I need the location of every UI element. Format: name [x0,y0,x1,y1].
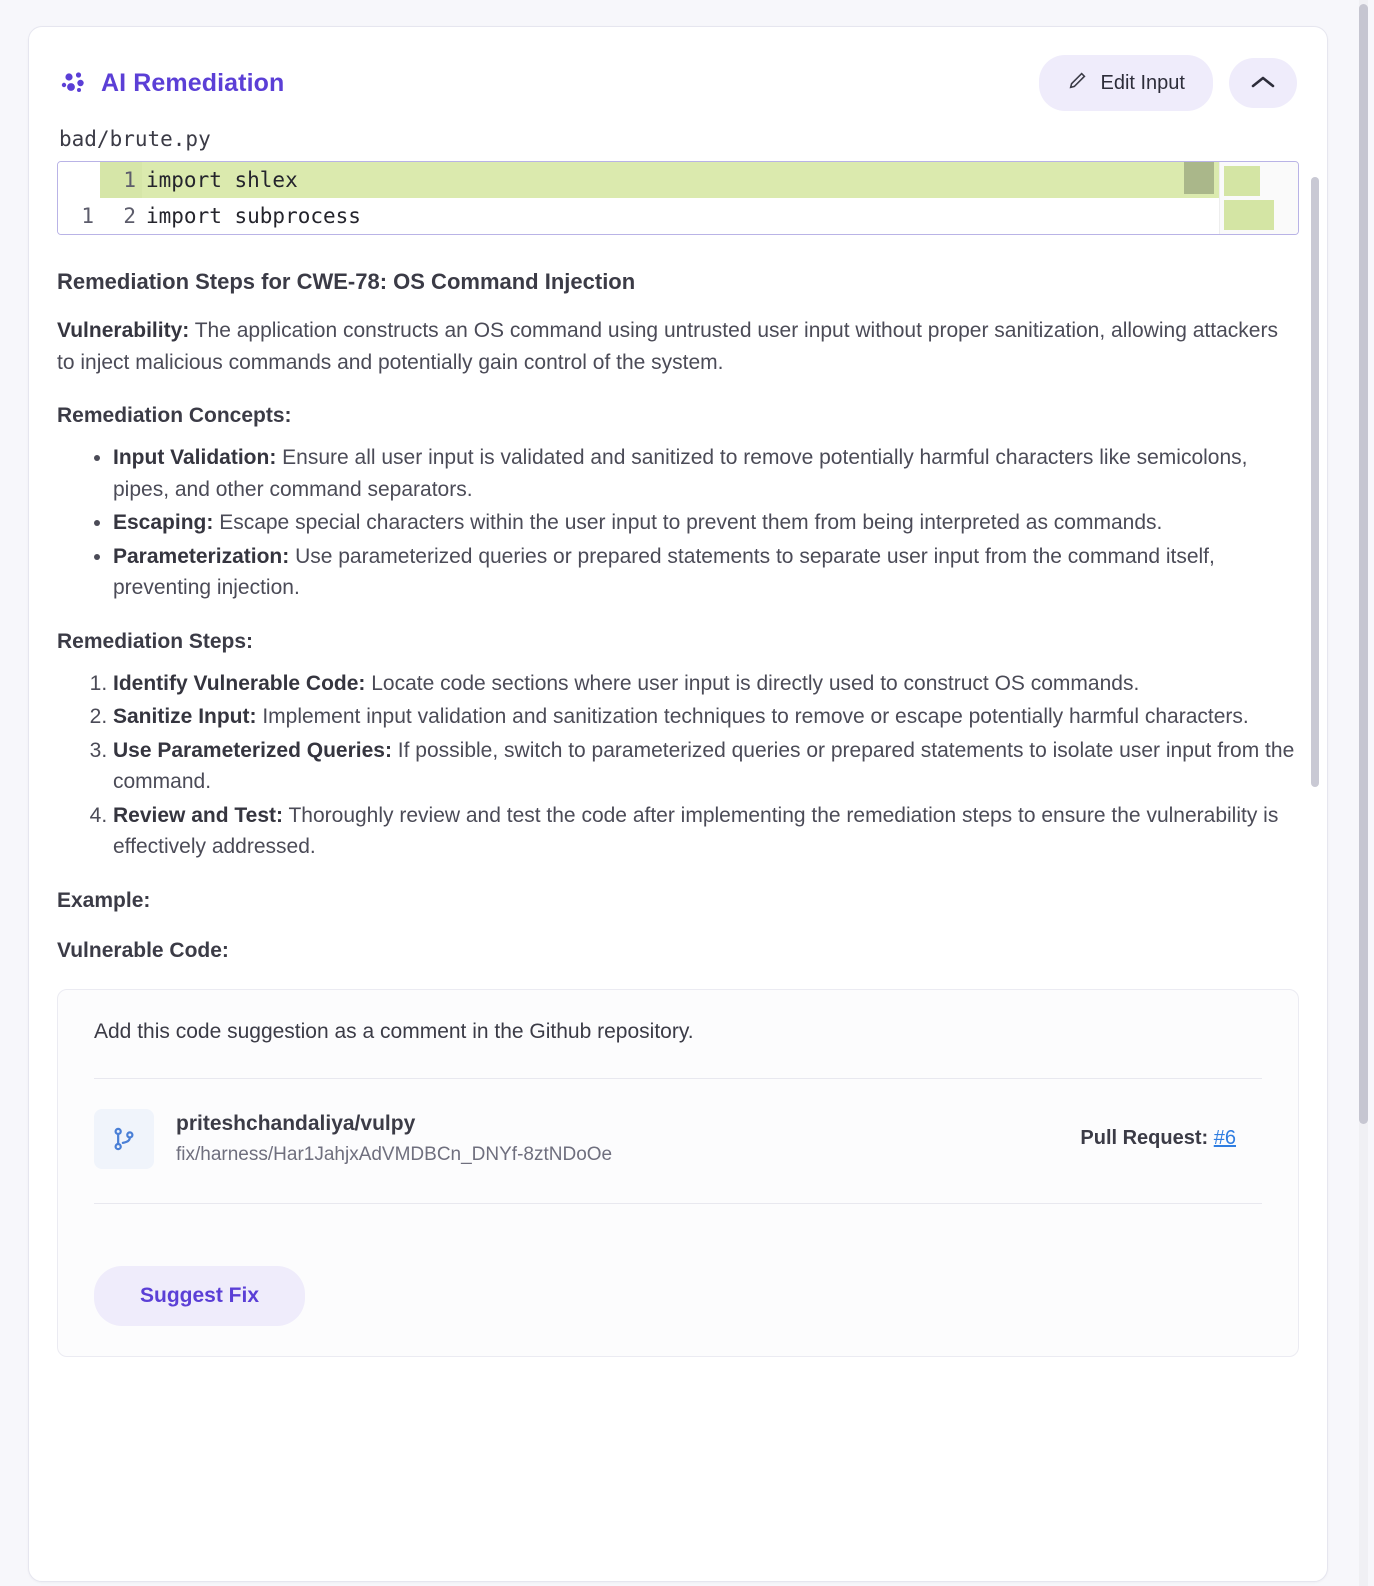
diff-new-line-number: 1 [100,162,142,198]
remediation-concepts-list [57,442,1299,604]
diff-file-name: bad/brute.py [59,127,211,151]
pull-request-link[interactable]: #6 [1213,1127,1236,1149]
diff-old-line-number [58,162,100,198]
list-item [113,541,1299,604]
concept-text: Use parameterized queries or prepared statements to separate user input from the command itself, preventing injection. [113,544,1215,599]
step-term: Use Parameterized Queries: [113,738,392,762]
vulnerability-label: Vulnerability: [57,319,190,342]
vulnerability-paragraph [57,315,1299,378]
step-term: Review and Test: [113,803,283,827]
example-heading: Example: [57,888,151,912]
page-scrollbar-thumb[interactable] [1359,4,1368,1124]
diff-row [58,198,1298,234]
minimap-line [1224,166,1260,196]
repository-meta [176,1112,1058,1166]
concept-text: Ensure all user input is validated and sanitized to remove potentially harmful characters like semicolons, pipes, and other command separators. [113,446,1248,501]
edit-input-label: Edit Input [1100,71,1185,94]
list-item [113,735,1299,798]
diff-new-line-number: 2 [100,198,142,234]
diff-minimap[interactable] [1219,162,1298,234]
pull-request-info [1080,1127,1262,1150]
vulnerable-code-heading: Vulnerable Code: [57,938,229,962]
step-text: Thoroughly review and test the code after implementing the remediation steps to ensure the vulnerability is effectively addressed. [113,803,1279,858]
diff-row [58,162,1298,198]
repository-row [94,1109,1262,1169]
repository-name: priteshchandaliya/vulpy [176,1111,416,1135]
edit-input-button[interactable] [1039,55,1213,111]
panel-scrollbar-thumb[interactable] [1311,177,1319,787]
remediation-heading: Remediation Steps for CWE-78: OS Command Injection [57,269,636,294]
step-term: Sanitize Input: [113,705,257,728]
pencil-icon [1067,69,1089,97]
panel-divider [94,1203,1262,1204]
header-actions [1039,55,1297,111]
card-header [29,27,1327,119]
suggest-fix-button[interactable]: Suggest Fix [94,1266,305,1326]
remediation-steps-list [57,668,1299,863]
page-title: AI Remediation [101,68,285,97]
git-branch-icon [94,1109,154,1169]
step-term: Identify Vulnerable Code: [113,671,366,695]
concept-term: Escaping: [113,511,214,534]
step-text: Implement input validation and sanitization techniques to remove or escape potentially harmful characters. [256,705,1249,728]
diff-code-line: import shlex [142,162,1298,198]
panel-divider [94,1078,1262,1079]
concepts-heading: Remediation Concepts: [57,404,292,427]
sparkle-icon [59,68,89,98]
minimap-thumb[interactable] [1184,162,1214,194]
diff-code-line: import subprocess [146,204,361,228]
list-item [113,442,1299,505]
collapse-button[interactable] [1229,58,1297,108]
diff-old-line-number: 1 [58,198,100,234]
ai-remediation-card [28,26,1328,1582]
chevron-up-icon [1250,73,1276,94]
minimap-line [1224,200,1274,230]
code-diff-viewer[interactable] [57,161,1299,235]
list-item [113,507,1299,539]
suggestion-description: Add this code suggestion as a comment in the Github repository. [94,1019,694,1043]
steps-heading: Remediation Steps: [57,629,254,653]
list-item [113,800,1299,863]
card-title-group [59,68,284,98]
remediation-content [29,269,1327,963]
branch-name: fix/harness/Har1JahjxAdVMDBCn_DNYf-8ztNDoOe [176,1143,613,1165]
code-suggestion-panel [57,989,1299,1357]
step-text: If possible, switch to parameterized queries or prepared statements to isolate user input from the command. [113,738,1295,793]
list-item [113,668,1299,700]
concept-term: Parameterization: [113,544,290,568]
pull-request-label: Pull Request: [1080,1127,1209,1149]
vulnerability-text: The application constructs an OS command using untrusted user input without proper sanitization, allowing attackers to inject malicious commands and potentially gain control of the system. [57,319,1278,374]
concept-text: Escape special characters within the user input to prevent them from being interpreted as commands. [213,511,1163,534]
concept-term: Input Validation: [113,446,277,469]
step-text: Locate code sections where user input is directly used to construct OS commands. [365,671,1140,695]
list-item [113,701,1299,733]
